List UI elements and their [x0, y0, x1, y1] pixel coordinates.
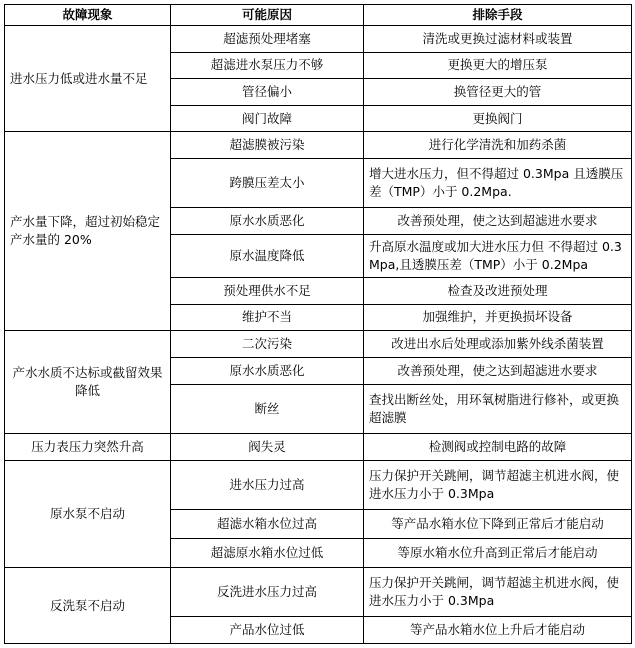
cause-cell: 超滤预处理堵塞: [171, 26, 364, 53]
header-cause: 可能原因: [171, 5, 364, 26]
cause-cell: 二次污染: [171, 331, 364, 358]
table-row: [5, 132, 632, 159]
remedy-cell: 改善预处理，使之达到超滤进水要求: [364, 208, 632, 235]
cause-cell: 原水水质恶化: [171, 357, 364, 384]
header-symptom: 故障现象: [5, 5, 171, 26]
symptom-cell: 压力表压力突然升高: [5, 433, 171, 460]
cause-cell: 跨膜压差太小: [171, 159, 364, 208]
remedy-cell: 清洗或更换过滤材料或装置: [364, 26, 632, 53]
remedy-cell: 进行化学清洗和加药杀菌: [364, 132, 632, 159]
remedy-cell: 等原水箱水位升高到正常后才能启动: [364, 539, 632, 568]
header-row: [5, 5, 632, 26]
symptom-cell: 原水泵不启动: [5, 460, 171, 567]
remedy-cell: 换管径更大的管: [364, 79, 632, 106]
remedy-cell: 等产品水箱水位下降到正常后才能启动: [364, 510, 632, 539]
cause-cell: 预处理供水不足: [171, 278, 364, 305]
remedy-cell: 更换阀门: [364, 105, 632, 132]
table-row: [5, 568, 632, 617]
cause-cell: 超滤水箱水位过高: [171, 510, 364, 539]
cause-cell: 管径偏小: [171, 79, 364, 106]
table-row: [5, 26, 632, 53]
table-row: [5, 433, 632, 460]
symptom-cell: 进水压力低或进水量不足: [5, 26, 171, 132]
remedy-cell: 等产品水箱水位上升后才能启动: [364, 617, 632, 644]
remedy-cell: 压力保护开关跳闸，调节超滤主机进水阀，使进水压力小于 0.3Mpa: [364, 460, 632, 509]
cause-cell: 超滤膜被污染: [171, 132, 364, 159]
troubleshooting-table: [4, 4, 632, 644]
table-row: [5, 331, 632, 358]
remedy-cell: 升高原水温度或加大进水压力但 不得超过 0.3Mpa,且透膜压差（TMP）小于 0.2Mpa: [364, 235, 632, 278]
symptom-cell: 产水水质不达标或截留效果降低: [5, 331, 171, 434]
remedy-cell: 增大进水压力，但不得超过 0.3Mpa 且透膜压差（TMP）小于 0.2Mpa.: [364, 159, 632, 208]
remedy-cell: 压力保护开关跳闸，调节超滤主机进水阀，使进水压力小于 0.3Mpa: [364, 568, 632, 617]
remedy-cell: 改善预处理，使之达到超滤进水要求: [364, 357, 632, 384]
remedy-cell: 改进出水后处理或添加紫外线杀菌装置: [364, 331, 632, 358]
cause-cell: 进水压力过高: [171, 460, 364, 509]
remedy-cell: 加强维护，并更换损坏设备: [364, 304, 632, 331]
cause-cell: 反洗进水压力过高: [171, 568, 364, 617]
remedy-cell: 查找出断丝处，用环氧树脂进行修补，或更换超滤膜: [364, 384, 632, 433]
remedy-cell: 检查及改进预处理: [364, 278, 632, 305]
cause-cell: 断丝: [171, 384, 364, 433]
header-remedy: 排除手段: [364, 5, 632, 26]
cause-cell: 阀失灵: [171, 433, 364, 460]
cause-cell: 超滤进水泵压力不够: [171, 52, 364, 79]
symptom-cell: 产水量下降，超过初始稳定产水量的 20%: [5, 132, 171, 331]
cause-cell: 超滤原水箱水位过低: [171, 539, 364, 568]
remedy-cell: 更换更大的增压泵: [364, 52, 632, 79]
cause-cell: 原水水质恶化: [171, 208, 364, 235]
symptom-cell: 反洗泵不启动: [5, 568, 171, 644]
cause-cell: 产品水位过低: [171, 617, 364, 644]
table-row: [5, 460, 632, 509]
cause-cell: 维护不当: [171, 304, 364, 331]
cause-cell: 阀门故障: [171, 105, 364, 132]
remedy-cell: 检测阀或控制电路的故障: [364, 433, 632, 460]
cause-cell: 原水温度降低: [171, 235, 364, 278]
